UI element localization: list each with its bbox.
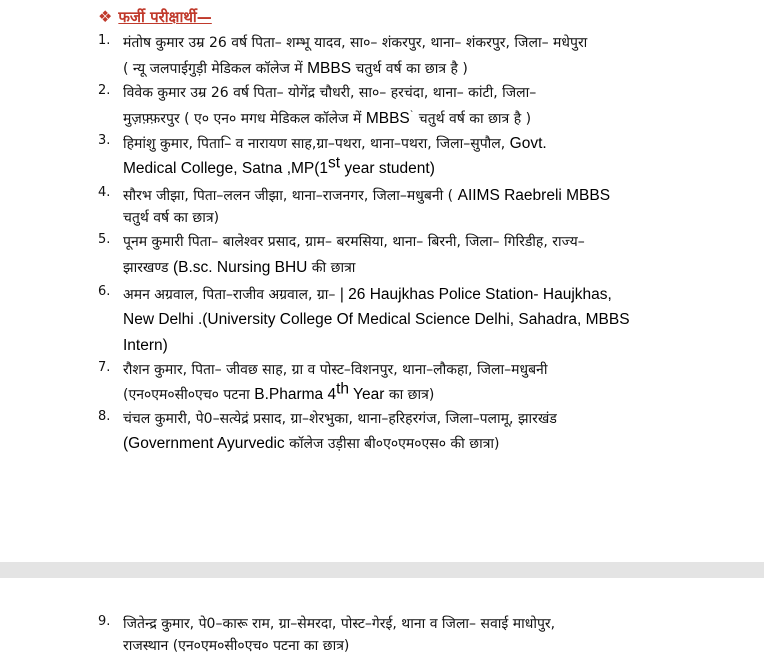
item-line: मंतोष कुमार उम्र 26 वर्ष पिता– शम्भू यादव, सा०– शंकरपुर, थाना– शंकरपुर, जिला– मधेपुरा <box>123 35 588 51</box>
item-line: Medical College, Satna ,MP(1st year student) <box>123 154 435 177</box>
item-number: 7. <box>98 360 111 375</box>
item-line: चंचल कुमारी, पे0–सत्येद्रं प्रसाद, ग्रा–शेरभुका, थाना–हरिहरगंज, जिला–पलामू, झारखंड <box>123 411 557 427</box>
item-line: अमन अग्रवाल, पिता–राजीव अग्रवाल, ग्रा– | 26 Haujkhas Police Station- Haujkhas, <box>123 286 612 303</box>
item-number: 5. <box>98 232 111 247</box>
item-line: जितेन्द्र कुमार, पे0–कारू राम, ग्रा–सेमरदा, पोस्ट–गेरई, थाना व जिला– सवाई माधोपुर, <box>123 616 556 632</box>
item-line: (एन०एम०सी०एच० पटना B.Pharma 4th Year का छात्र) <box>123 380 435 403</box>
item-number: 9. <box>98 614 111 629</box>
item-number: 2. <box>98 83 111 98</box>
item-line: रौशन कुमार, पिता– जीवछ साह, ग्रा व पोस्ट–विशनपुर, थाना–लौकहा, जिला–मधुबनी <box>123 362 548 378</box>
item-line: पूनम कुमारी पिता– बालेश्वर प्रसाद, ग्राम– बरमसिया, थाना– बिरनी, जिला– गिरिडीह, राज्य– <box>123 234 585 250</box>
item-line: (Government Ayurvedic कॉलेज उड़ीसा बी०ए०एम०एस० की छात्रा) <box>123 435 500 452</box>
item-number: 8. <box>98 409 111 424</box>
item-line: विवेक कुमार उम्र 26 वर्ष पिता– योगेंद्र चौधरी, सा०– हरचंदा, थाना– कांटी, जिला– <box>123 85 537 101</box>
document-page-2 <box>0 578 764 671</box>
diamond-bullet-icon: ❖ <box>98 7 113 26</box>
item-line: मुज़फ़्फ़रपुर ( ए० एन० मगध मेडिकल कॉलेज में MBBS` चतुर्थ वर्ष का छात्र है ) <box>123 110 532 127</box>
item-line: झारखण्ड (B.sc. Nursing BHU की छात्रा <box>123 259 356 276</box>
section-heading <box>98 7 212 27</box>
item-line: सौरभ जीझा, पिता–ललन जीझा, थाना–राजनगर, जिला–मधुबनी ( AIIMS Raebreli MBBS <box>123 187 611 204</box>
item-line: राजस्थान (एन०एम०सी०एच० पटना का छात्र) <box>123 638 350 654</box>
item-line: चतुर्थ वर्ष का छात्र) <box>123 210 220 226</box>
heading-text: फर्जी परीक्षार्थी— <box>118 8 212 26</box>
item-line: हिमांशु कुमार, पिता–ि व नारायण साह,ग्रा–पथरा, थाना–पथरा, जिला–सुपौल, Govt. <box>123 135 547 152</box>
item-number: 6. <box>98 284 111 299</box>
item-line: ( न्यू जलपाईगुड़ी मेडिकल कॉलेज में MBBS चतुर्थ वर्ष का छात्र है ) <box>123 60 468 77</box>
item-number: 1. <box>98 33 111 48</box>
item-number: 3. <box>98 133 111 148</box>
item-line: New Delhi .(University College Of Medical Science Delhi, Sahadra, MBBS <box>123 311 630 328</box>
page-separator <box>0 562 764 578</box>
item-line: Intern) <box>123 337 168 354</box>
item-number: 4. <box>98 185 111 200</box>
